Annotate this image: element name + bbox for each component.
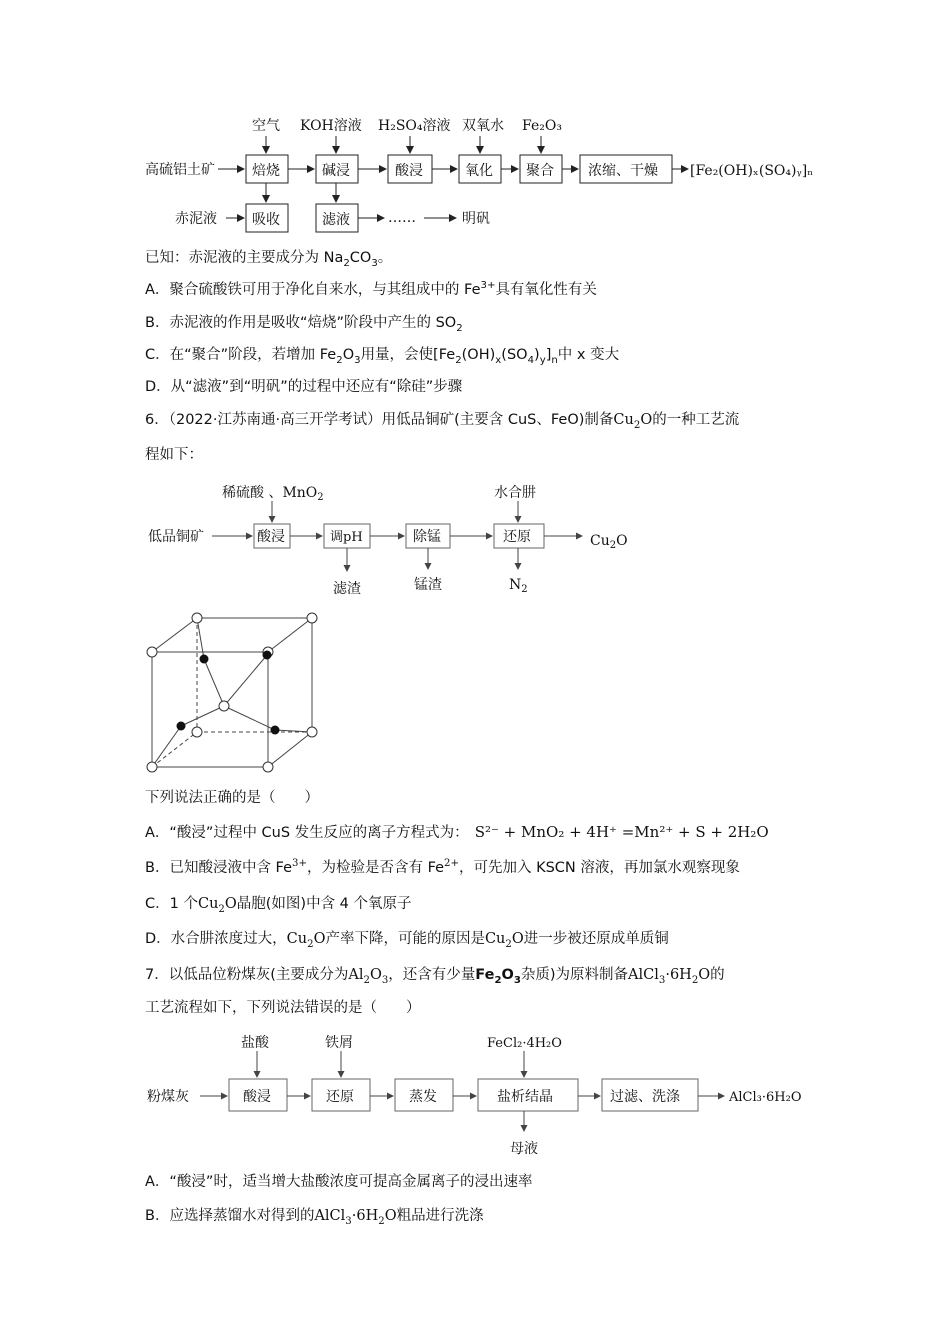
flow1-step-polymerize: 聚合 [526, 163, 554, 179]
flow1-input-air: 空气 [252, 118, 280, 134]
flow2-gas: $N_2$ [509, 577, 528, 595]
flow3-step-salting: 盐析结晶 [497, 1089, 553, 1105]
flow2-step-reduce: 还原 [503, 529, 531, 545]
q7-option-a: A．“酸浸”时，适当增大盐酸浓度可提高金属离子的浸出速率 [145, 1174, 533, 1190]
flow1-input-h2so4: H₂SO₄溶液 [378, 118, 451, 134]
q5-option-c: C．在“聚合”阶段，若增加 $Fe_2O_3$用量，会使$[Fe_2(OH)_x(SO_4)_y]_n$中 x 变大 [145, 347, 620, 366]
q6-stem-line2: 程如下： [145, 447, 203, 463]
flow2-step-mn: 除锰 [413, 529, 441, 545]
q5-option-d: D．从“滤液”到“明矾”的过程中还应有“除硅”步骤 [145, 379, 463, 395]
q7-stem-line2: 工艺流程如下，下列说法错误的是（ ） [145, 1000, 421, 1016]
flow2-top-acid: 稀硫酸 、MnO$_2$ [222, 485, 324, 503]
flow-diagram-3 [0, 1025, 950, 1165]
q6-option-b: B．已知酸浸液中含 $Fe^{3+}$，为检验是否含有 $Fe^{2+}$，可先加入 KSCN 溶液，再加氯水观察现象 [145, 858, 740, 876]
flow1-step-roast: 焙烧 [252, 163, 280, 179]
flow3-top-iron: 铁屑 [325, 1035, 353, 1051]
q5-option-a: A．聚合硫酸铁可用于净化自来水，与其组成中的 $Fe^{3+}$具有氧化性有关 [145, 280, 597, 298]
q6-option-c: C．1 个$Cu_2O$晶胞(如图)中含 4 个氧原子 [145, 896, 412, 915]
flow2-start: 低品铜矿 [148, 529, 204, 545]
flow3-top-fecl2: FeCl₂·4H₂O [487, 1036, 562, 1051]
flow1-step-alkali: 碱浸 [322, 163, 350, 179]
flow1-filtrate: 滤液 [322, 212, 350, 228]
q6-prompt: 下列说法正确的是（ ） [145, 790, 319, 806]
cu2o-unit-cell [140, 610, 330, 780]
flow1-input-h2o2: 双氧水 [462, 118, 504, 134]
flow1-dots: …… [388, 210, 416, 226]
flow1-red-mud: 赤泥液 [175, 211, 217, 227]
flow1-step-concentrate: 浓缩、干燥 [588, 163, 658, 179]
q6-option-d: D．水合肼浓度过大，$Cu_2O$产率下降，可能的原因是$Cu_2O$进一步被还原成单质铜 [145, 931, 669, 950]
flow1-step-oxidize: 氧化 [465, 163, 493, 179]
flow2-product: $Cu_2O$ [590, 533, 628, 551]
flow3-step-reduce: 还原 [326, 1089, 354, 1105]
flow3-step-filter: 过滤、洗涤 [610, 1089, 680, 1105]
flow1-absorb: 吸收 [252, 212, 280, 228]
flow3-step-acid: 酸浸 [243, 1089, 271, 1105]
flow1-input-fe2o3: Fe₂O₃ [522, 118, 562, 134]
flow1-product: [Fe₂(OH)ₓ(SO₄)ᵧ]ₙ [690, 163, 814, 179]
flow-diagram-2 [0, 475, 950, 605]
flow1-alum: 明矾 [462, 211, 490, 227]
flow1-step-acid: 酸浸 [395, 163, 423, 179]
q5-known: 已知：赤泥液的主要成分为 $Na_2CO_3$。 [145, 250, 393, 269]
flow-diagram-1 [0, 100, 950, 240]
flow2-residue1: 滤渣 [333, 581, 361, 597]
flow2-step-ph: 调pH [330, 530, 363, 545]
q7-stem-line1: 7．以低品位粉煤灰(主要成分为$Al_2O_3$，还含有少量$Fe_2O_3$杂质)为原料制备$AlCl_3\cdot 6H_2O$的 [145, 967, 725, 986]
flow2-top-hydrazine: 水合肼 [494, 485, 536, 501]
flow3-mother-liquor: 母液 [510, 1141, 538, 1157]
q6-stem-line1: 6．（2022·江苏南通·高三开学考试）用低品铜矿(主要含 CuS、FeO)制备$Cu_2O$的一种工艺流 [145, 412, 740, 431]
flow2-step-acid: 酸浸 [257, 529, 285, 545]
q6-option-a: A．“酸浸”过程中 CuS 发生反应的离子方程式为： S²⁻ + MnO₂ + 4H⁺ =Mn²⁺ + S + 2H₂O [145, 823, 769, 841]
flow2-residue2: 锰渣 [414, 577, 442, 593]
q7-option-b: B．应选择蒸馏水对得到的$AlCl_3\cdot 6H_2O$粗品进行洗涤 [145, 1208, 484, 1227]
flow3-step-evaporate: 蒸发 [409, 1089, 437, 1105]
flow1-input-koh: KOH溶液 [300, 118, 362, 134]
q5-option-b: B．赤泥液的作用是吸收“焙烧”阶段中产生的 $SO_2$ [145, 315, 463, 334]
flow3-top-hcl: 盐酸 [241, 1035, 269, 1051]
flow3-start: 粉煤灰 [147, 1089, 189, 1105]
flow1-start: 高硫铝土矿 [145, 162, 215, 178]
flow3-product: AlCl₃·6H₂O [729, 1090, 802, 1105]
